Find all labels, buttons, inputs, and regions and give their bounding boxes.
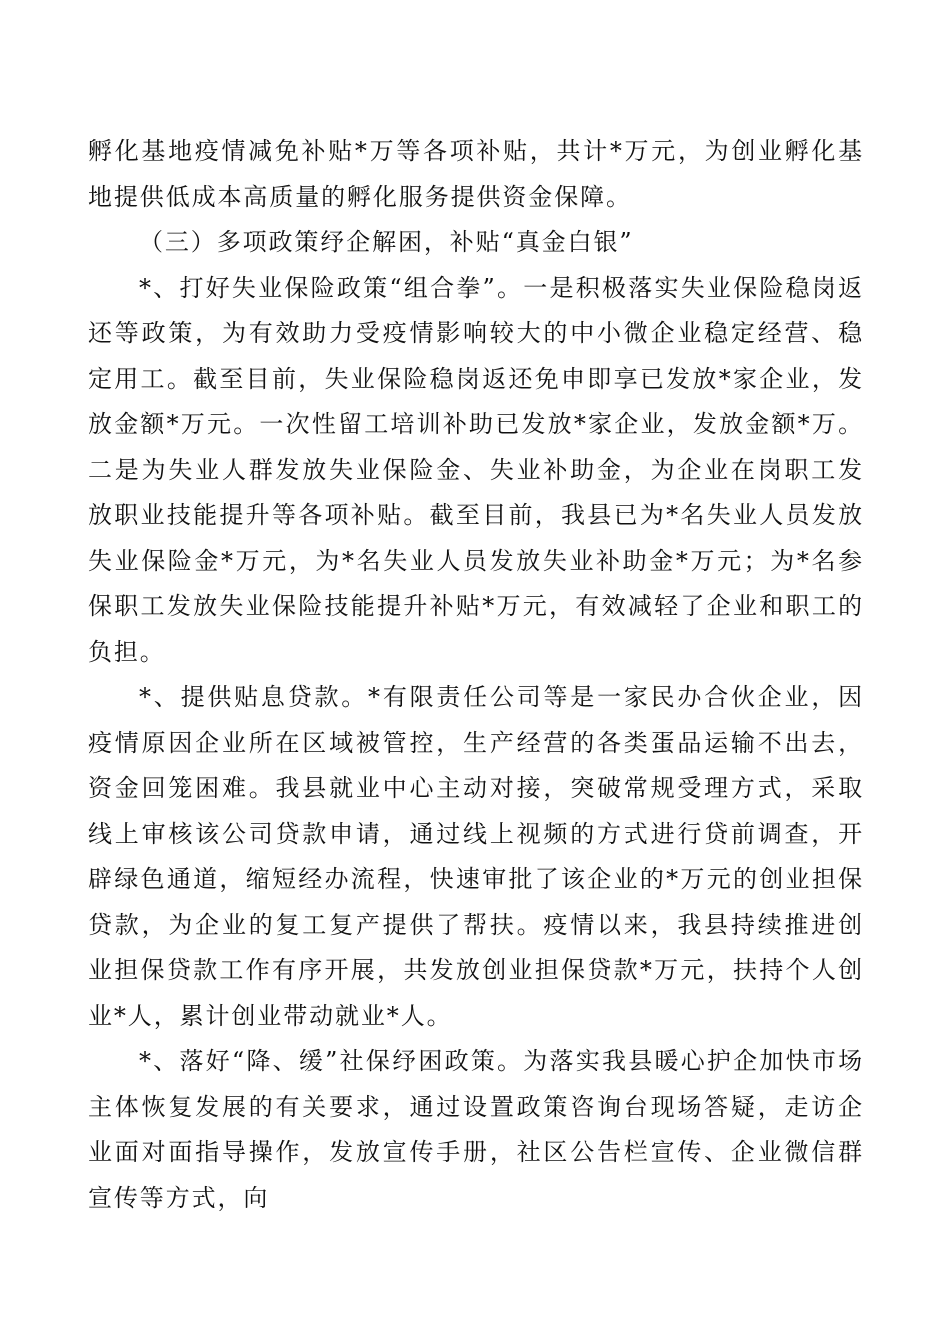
section-heading: （三）多项政策纾企解困，补贴“真金白银” (139, 228, 634, 256)
body-paragraph-interest-subsidy-loans: *、提供贴息贷款。*有限责任公司等是一家民办合伙企业，因疫情原因企业所在区域被管控，生产经营的各类蛋品运输不出去，资金回笼困难。我县就业中心主动对接，突破常规受理方式，采取线上审核该公司贷款申请，通过线上视频的方式进行贷前调查，开辟绿色通道，缩短经办流程，快速审批了该企业的*万元的创业担保贷款，为企业的复工复产提供了帮扶。疫情以来，我县持续推进创业担保贷款工作有序开展，共发放创业担保贷款*万元，扶持个人创业*人，累计创业带动就业*人。 (88, 683, 864, 1030)
document-body (88, 129, 864, 1221)
continuation-paragraph: 孵化基地疫情减免补贴*万等各项补贴，共计*万元，为创业孵化基地提供低成本高质量的孵化服务提供资金保障。 (88, 137, 864, 211)
body-paragraph-social-security-relief: *、落好“降、缓”社保纾困政策。为落实我县暖心护企加快市场主体恢复发展的有关要求，通过设置政策咨询台现场答疑，走访企业面对面指导操作，发放宣传手册，社区公告栏宣传、企业微信群宣传等方式，向 (88, 1047, 864, 1212)
body-paragraph-unemployment-insurance: *、打好失业保险政策“组合拳”。一是积极落实失业保险稳岗返还等政策，为有效助力受疫情影响较大的中小微企业稳定经营、稳定用工。截至目前，失业保险稳岗返还免申即享已发放*家企业，发放金额*万元。一次性留工培训补助已发放*家企业，发放金额*万。二是为失业人群发放失业保险金、失业补助金，为企业在岗职工发放职业技能提升等各项补贴。截至目前，我县已为*名失业人员发放失业保险金*万元，为*名失业人员发放失业补助金*万元；为*名参保职工发放失业保险技能提升补贴*万元，有效减轻了企业和职工的负担。 (88, 273, 864, 666)
